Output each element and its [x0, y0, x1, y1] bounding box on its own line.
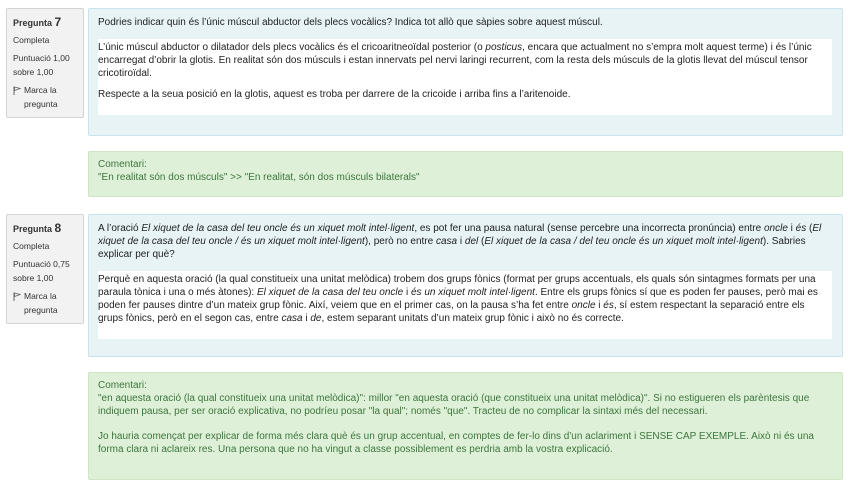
flag-question-toggle[interactable] [13, 83, 78, 111]
feedback-text: Jo hauria començat per explicar de forma més clara què és un grup accentual, en comptes de fer-lo dins d'un aclariment i SENSE CAP EXEMPLE. Això ni és una forma clara ni aclareix res. Una persona que no ha vingut a classe possiblement es perdria amb la vostra explicació. [98, 431, 814, 455]
question-label: Pregunta [13, 18, 53, 28]
flag-label-line-1: Marca la [24, 291, 57, 301]
flag-label-line-2: pregunta [24, 99, 58, 109]
answer-text: , estem separant unitats d’un mateix grup fònic i això no és correcte. [321, 313, 624, 324]
answer-text: i [403, 287, 411, 298]
flag-icon [13, 86, 21, 95]
question-number: 7 [54, 15, 62, 29]
example-word: és [795, 223, 807, 234]
feedback-title: Comentari: [98, 159, 147, 170]
grade-line-2: sobre 1,00 [13, 273, 54, 283]
answer-example: de [310, 313, 322, 324]
question-state: Completa [13, 241, 50, 251]
grade-line-2: sobre 1,00 [13, 67, 54, 77]
example-word: casa [435, 236, 458, 247]
question-title [13, 221, 78, 236]
feedback-8 [88, 372, 843, 480]
question-content-7 [88, 8, 843, 136]
answer-example: El xiquet de la casa del teu oncle [256, 287, 404, 298]
answer-example: és [603, 300, 614, 311]
answer-example: casa [281, 313, 303, 324]
question-label: Pregunta [13, 224, 53, 234]
answer-text: , sí estem respectant la separació entre els grups fònics, però en el segon cas, entre [98, 300, 805, 324]
answer-text: , encara que actualment no s’empra molt aquest terme) i és l’únic encarregat d’obrir la glotis. En realitat són dos músculs i estan innervats pel nervi laringi recurrent, com la resta dels músculs de la glotis llevat del múscul tensor cricotiroïdal. [98, 42, 812, 79]
question-grade [13, 51, 78, 79]
question-state: Completa [13, 35, 50, 45]
question-fragment: ( [806, 223, 813, 234]
flag-label-line-1: Marca la [24, 85, 57, 95]
answer-box[interactable] [98, 271, 832, 339]
answer-text: . Entre els grups fònics sí que es poden fer pauses, però mai es poden fer pauses dintre d’un mateix grup fònic. Així, veiem que en el primer cas, on la pausa s’ha fet entre [98, 287, 818, 311]
answer-term: posticus [485, 42, 523, 53]
answer-paragraph-2: Respecte a la seua posició en la glotis, aquest es troba per darrere de la cricoide i arriba fins a l’aritenoide. [98, 89, 571, 100]
flag-question-toggle[interactable] [13, 289, 78, 317]
answer-box[interactable] [98, 39, 832, 115]
question-fragment: A l’oració [98, 223, 142, 234]
example-word: oncle [763, 223, 788, 234]
question-fragment: ). Sabries explicar per què? [98, 236, 806, 260]
feedback-text: "en aquesta oració (la qual constitueix una unitat melòdica)": millor "en aquesta oració (que constitueix una unitat melòdica)". Si no estigueren els parèntesis que indiquem pausa, per ser oració explicativa, no podríeu posar "la qual"; només "que". Tracteu de no complicar la sintaxi més del necessari. [98, 393, 810, 417]
feedback-title: Comentari: [98, 380, 147, 391]
answer-text: L’únic múscul abductor o dilatador dels plecs vocàlics és el cricoaritneoïdal posterior (o [98, 42, 486, 53]
feedback-text: "En realitat són dos músculs" >> "En realitat, són dos músculs bilaterals" [98, 172, 420, 183]
question-fragment: ), però no entre [364, 236, 436, 247]
answer-example: és un xiquet molt intel·ligent [410, 287, 535, 298]
question-info-7 [6, 8, 84, 118]
answer-example: oncle [571, 300, 596, 311]
answer-paragraph-1 [98, 273, 832, 325]
example-word: del [464, 236, 479, 247]
question-text [98, 222, 832, 261]
example-sentence: El xiquet de la casa / del teu oncle és un xiquet molt intel·ligent [484, 236, 763, 247]
question-number: 8 [54, 221, 62, 235]
example-sentence: El xiquet de la casa del teu oncle / és un xiquet molt intel·ligent [98, 223, 822, 247]
flag-label-line-2: pregunta [24, 305, 58, 315]
question-info-8 [6, 214, 84, 324]
feedback-7 [88, 151, 843, 197]
question-title [13, 15, 78, 30]
question-fragment: , es pot fer una pausa natural (sense percebre una incorrecta pronúncia) entre [414, 223, 764, 234]
flag-icon [13, 292, 21, 301]
example-sentence: El xiquet de la casa del teu oncle és un xiquet molt intel·ligent [141, 223, 415, 234]
question-fragment: i [457, 236, 465, 247]
grade-line-1: Puntuació 0,75 [13, 259, 70, 269]
feedback-spacer [98, 418, 832, 430]
answer-text: i [302, 313, 311, 324]
question-grade [13, 257, 78, 285]
answer-text: i [595, 300, 604, 311]
grade-line-1: Puntuació 1,00 [13, 53, 70, 63]
answer-paragraph-1 [98, 41, 832, 80]
question-fragment: i [787, 223, 796, 234]
answer-text: Perquè en aquesta oració (la qual constitueix una unitat melòdica) trobem dos grups fònics (format per grups accentuals, els quals són sintagmes formats per una paraula tònica i una o més àtones): [98, 274, 816, 298]
question-fragment: ( [478, 236, 485, 247]
question-text: Podries indicar quin és l’únic múscul abductor dels plecs vocàlics? Indica tot allò que sàpies sobre aquest múscul. [98, 17, 603, 28]
question-content-8 [88, 214, 843, 357]
